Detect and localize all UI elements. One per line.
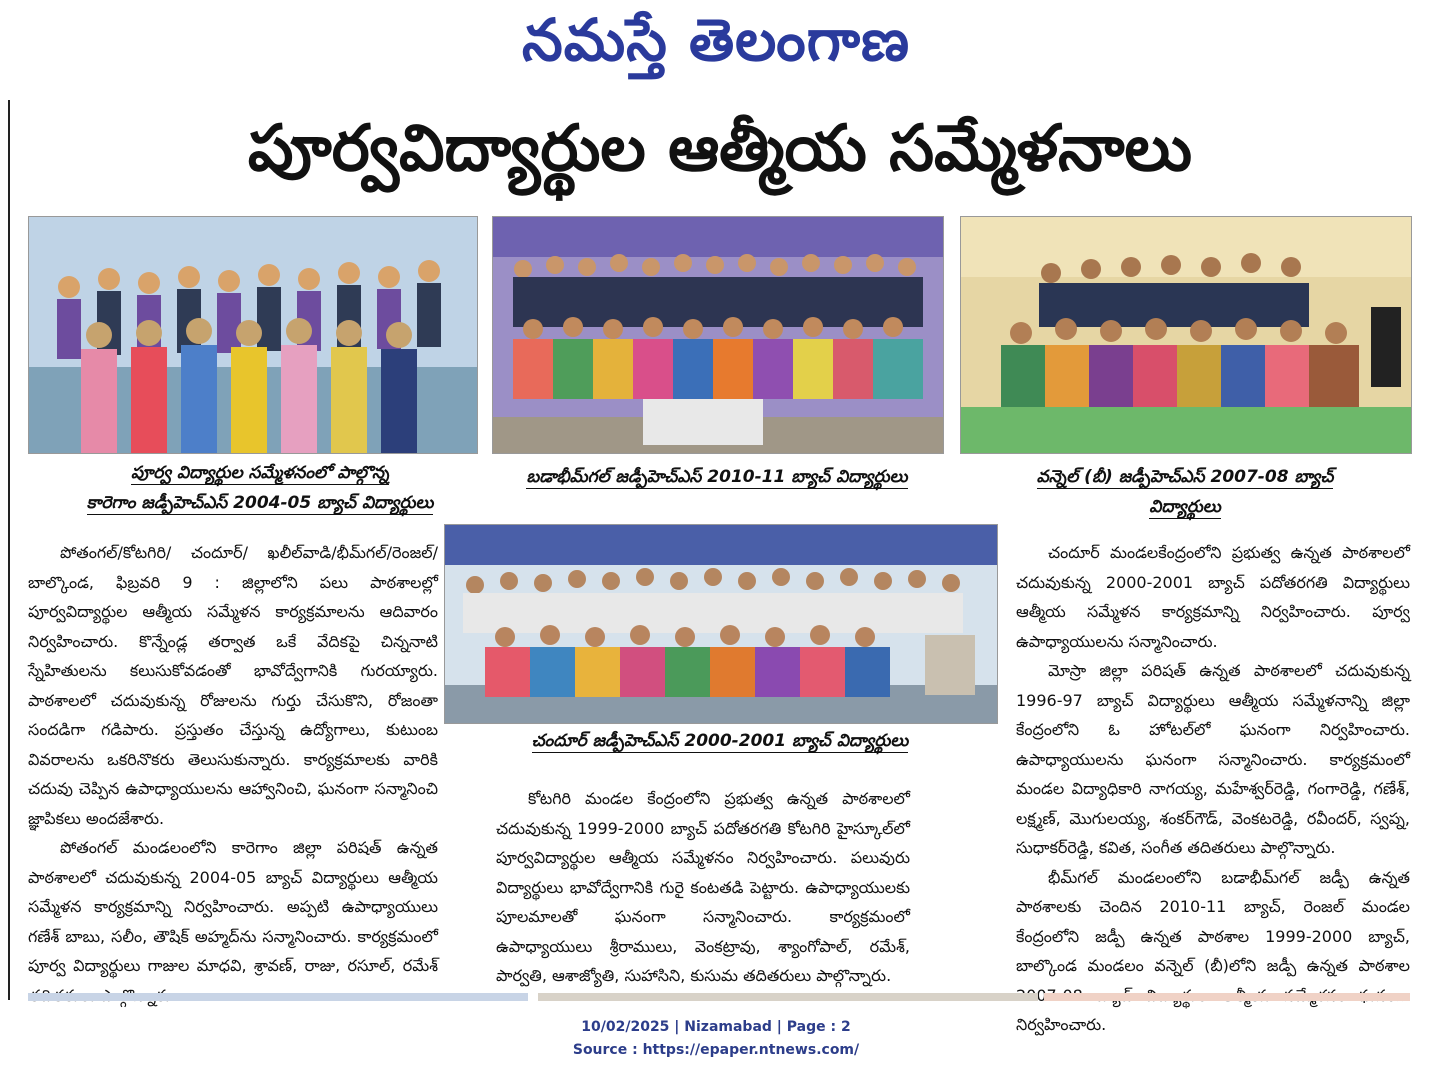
photo-chandur-batch bbox=[444, 524, 998, 724]
caption-photo1-line2: కారెగాం జడ్పీహెచ్‌ఎస్ 2004-05 బ్యాచ్ విద్యార్థులు bbox=[86, 493, 434, 513]
caption-photo2-text: బడాభీమ్‌గల్ జడ్పీహెచ్‌ఎస్ 2010-11 బ్యాచ్ విద్యార్థులు bbox=[526, 467, 908, 487]
caption-photo2 bbox=[492, 462, 942, 492]
bottom-photo-strip-right bbox=[1044, 993, 1410, 1001]
photo-vannel-batch bbox=[960, 216, 1412, 454]
middle-paragraph-1: కోటగిరి మండల కేంద్రంలోని ప్రభుత్వ ఉన్నత పాఠశాలలో చదువుకున్న 1999-2000 బ్యాచ్ పదోతరగతి కోటగిరి హైస్కూల్‌లో పూర్వవిద్యార్థుల ఆత్మీయ సమ్మేళనం నిర్వహించారు. పలువురు విద్యార్థులు భావోద్వేగానికి గురై కంటతడి పెట్టారు. ఉపాధ్యాయులకు పూలమాలతో ఘనంగా సన్మానించారు. కార్యక్రమంలో ఉపాధ్యాయులు శ్రీరాములు, వెంకట్రావు, శ్యాంగోపాల్, రమేశ్, పార్వతి, ఆశాజ్యోతి, సుహాసిని, కుసుమ తదితరులు పాల్గొన్నారు. bbox=[496, 789, 910, 985]
column-right bbox=[1016, 538, 1410, 1040]
bottom-photo-strip-left bbox=[28, 993, 528, 1001]
column-middle bbox=[496, 784, 910, 991]
headline: పూర్వవిద్యార్థుల ఆత్మీయ సమ్మేళనాలు bbox=[247, 112, 1193, 186]
left-rule bbox=[8, 100, 10, 1000]
caption-photo1-line1: పూర్వ విద్యార్థుల సమ్మేళనంలో పాల్గొన్న bbox=[131, 463, 389, 483]
bottom-photo-strip-middle bbox=[538, 993, 1038, 1001]
right-paragraph-1: చందూర్ మండలకేంద్రంలోని ప్రభుత్వ ఉన్నత పాఠశాలలో చదువుకున్న 2000-2001 బ్యాచ్ పదోతరగతి విద్యార్థులు ఆత్మీయ సమ్మేళన కార్యక్రమాన్ని నిర్వహించారు. పూర్వ ఉపాధ్యాయులను సన్మానించారు. bbox=[1016, 543, 1410, 651]
left-paragraph-1: పోతంగల్/కోటగిరి/ చందూర్/ ఖలీల్‌వాడి/భీమ్‌గల్/రెంజల్/బాల్కొండ, ఫిబ్రవరి 9 : జిల్లాలోని పలు పాఠశాలల్లో పూర్వవిద్యార్థుల ఆత్మీయ సమ్మేళన కార్యక్రమాలను ఆదివారం నిర్వహించారు. కొన్నేండ్ల తర్వాత ఒకే వేదికపై చిన్ననాటి స్నేహితులను కలుసుకోవడంతో భావోద్వేగానికి గురయ్యారు. పాఠశాలలో చదువుకున్న రోజులను గుర్తు చేసుకొని, రోజంతా సందడిగా గడిపారు. ప్రస్తుతం చేస్తున్న ఉద్యోగాలు, కుటుంబ వివరాలను ఒకరినొకరు తెలుసుకున్నారు. కార్యక్రమాలకు వారికి చదువు చెప్పిన ఉపాధ్యాయులను ఆహ్వానించి, ఘనంగా సన్మానించి జ్ఞాపికలు అందజేశారు. bbox=[28, 543, 438, 828]
caption-photo3-line2: విద్యార్థులు bbox=[1149, 497, 1221, 517]
caption-photo4-text: చందూర్ జడ్పీహెచ్‌ఎస్ 2000-2001 బ్యాచ్ విద్యార్థులు bbox=[531, 731, 909, 751]
caption-photo4 bbox=[444, 726, 996, 756]
right-paragraph-2: మోస్రా జిల్లా పరిషత్ ఉన్నత పాఠశాలలో చదువుకున్న 1996-97 బ్యాచ్ విద్యార్థులు ఆత్మీయ సమ్మేళనాన్ని జిల్లా కేంద్రంలోని ఓ హోటల్‌లో ఘనంగా నిర్వహించారు. ఉపాధ్యాయులను ఘనంగా సన్మానించారు. కార్యక్రమంలో మండల విద్యాధికారి నాగయ్య, మహేశ్వర్‌రెడ్డి, గంగారెడ్డి, గణేశ్, లక్ష్మణ్, మొగులయ్య, శంకర్‌గౌడ్, వెంకటరెడ్డి, రవీందర్, స్వప్న, సుధాకర్‌రెడ్డి, కవిత, సంగీత తదితరులు పాల్గొన్నారు. bbox=[1016, 661, 1410, 857]
caption-photo3-line1: వన్నెల్ (బీ) జడ్పీహెచ్‌ఎస్ 2007-08 బ్యాచ్ bbox=[1036, 467, 1334, 487]
footer-date-edition: 10/02/2025 | Nizamabad | Page : 2 bbox=[581, 1019, 851, 1035]
photo-karegam-batch bbox=[28, 216, 478, 454]
footer-source: Source : https://epaper.ntnews.com/ bbox=[572, 1042, 860, 1058]
caption-photo3 bbox=[960, 462, 1410, 522]
right-paragraph-3: భీమ్‌గల్ మండలంలోని బడాభీమ్‌గల్ జడ్పీ ఉన్నత పాఠశాలకు చెందిన 2010-11 బ్యాచ్, రెంజల్ మండల కేంద్రంలోని జడ్పీ ఉన్నత పాఠశాల 1999-2000 బ్యాచ్, బాల్కొండ మండలం వన్నెల్ (బీ)లోని జడ్పీ ఉన్నత పాఠశాల నిర్వహించారు. bbox=[1016, 867, 1410, 1034]
left-paragraph-2: పోతంగల్ మండలంలోని కారెగాం జిల్లా పరిషత్ ఉన్నత పాఠశాలలో చదువుకున్న 2004-05 బ్యాచ్ విద్యార్థులు ఆత్మీయ సమ్మేళన కార్యక్రమాన్ని నిర్వహించారు. అప్పటి ఉపాధ్యాయులు గణేశ్ బాబు, సలీం, తౌషిక్ అహ్మద్‌ను సన్మానించారు. కార్యక్రమంలో పూర్వ విద్యార్థులు గాజుల మాధవి, శ్రావణ్, రాజు, రసూల్, రమేశ్ bbox=[28, 838, 438, 975]
masthead-logo: నమస్తే తెలంగాణ bbox=[522, 6, 910, 74]
photo-badabheemgal-batch bbox=[492, 216, 944, 454]
column-left bbox=[28, 538, 438, 1010]
caption-photo1 bbox=[60, 458, 460, 518]
